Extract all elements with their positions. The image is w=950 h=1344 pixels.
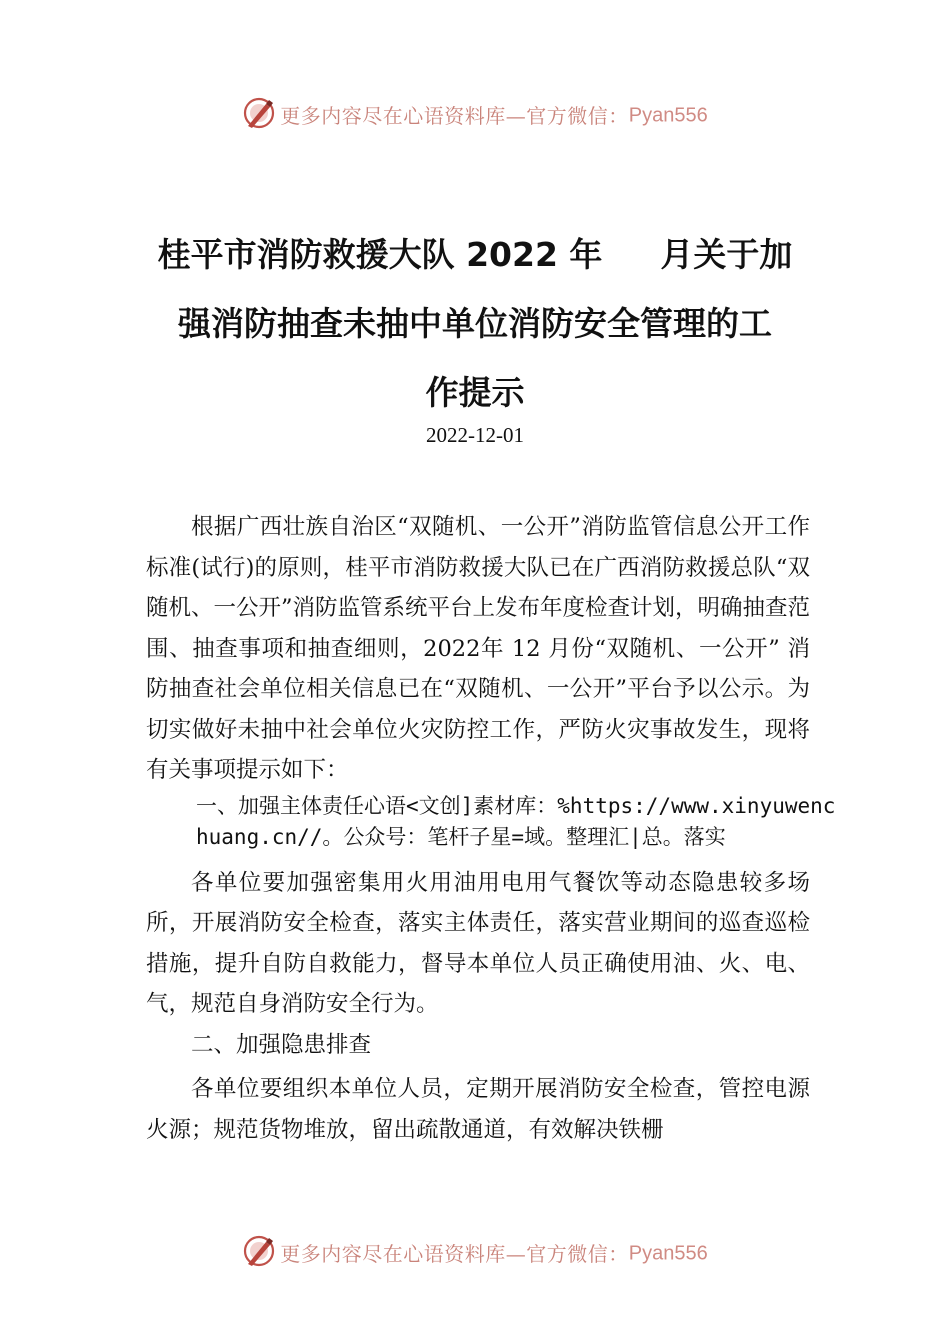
document-date: 2022-12-01 [426, 423, 524, 447]
section-2-heading: 二、加强隐患排查 [191, 1031, 372, 1058]
title-line-1-post: 月关于加 [660, 235, 793, 274]
pen-seal-logo-icon [242, 1234, 276, 1268]
document-body [146, 507, 836, 1150]
section-1-heading: 一、加强主体责任心语<文创]素材库：%https://www.xinyuwenchuang.cn//。公众号：笔杆子星=域。整理汇|总。落实 [196, 793, 836, 849]
watermark-footer [0, 1237, 950, 1271]
section-1-body: 各单位要加强密集用火用油用电用气餐饮等动态隐患较多场所，开展消防安全检查，落实主体责任，落实营业期间的巡查巡检措施，提升自防自救能力，督导本单位人员正确使用油、火、电、气，规范自身消防安全行为。 [146, 869, 810, 1017]
title-line-2: 强消防抽查未抽中单位消防安全管理的工 [178, 304, 772, 343]
watermark-wechat-id: Pyan556 [628, 1242, 708, 1265]
document-title [150, 220, 800, 427]
title-line-1-pre: 桂平市消防救援大队 2022 年 [157, 235, 603, 274]
watermark-text: 更多内容尽在心语资料库—官方微信： [280, 104, 629, 128]
watermark-text: 更多内容尽在心语资料库—官方微信： [280, 1242, 629, 1266]
intro-paragraph: 根据广西壮族自治区“双随机、一公开”消防监管信息公开工作标准(试行)的原则，桂平市消防救援大队已在广西消防救援总队“双随机、一公开”消防监管系统平台上发布年度检查计划，明确抽查范围、抽查事项和抽查细则，2022年 12 月份“双随机、一公开” 消防抽查社会单位相关信息已在“双随机、一公开”平台予以公示。为切实做好未抽中社会单位火灾防控工作，严防火灾事故发生，现将有关事项提示如下： [146, 514, 811, 783]
pen-seal-logo-icon [242, 96, 276, 130]
watermark-header [0, 99, 950, 133]
title-line-3: 作提示 [425, 373, 525, 412]
watermark-wechat-id: Pyan556 [628, 104, 708, 127]
section-2-body: 各单位要组织本单位人员，定期开展消防安全检查，管控电源火源；规范货物堆放，留出疏散通道，有效解决铁栅 [146, 1076, 810, 1143]
title-line-1 [150, 220, 800, 289]
